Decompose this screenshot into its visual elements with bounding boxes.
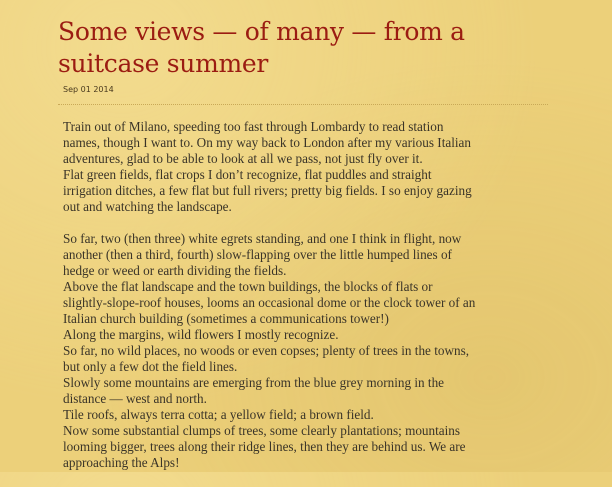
post-body [63, 119, 553, 487]
text-line: names, though I want to. On my way back to London after my various Italian [63, 135, 471, 150]
text-line: Italian church building (sometimes a communications tower!) [63, 311, 389, 326]
text-line: hedge or weed or earth dividing the fields. [63, 263, 287, 278]
post-title: Some views — of many — from a suitcase summer [58, 17, 465, 78]
text-line: Along the margins, wild flowers I mostly recognize. [63, 327, 339, 342]
post-date: Sep 01 2014 [63, 85, 114, 94]
text-line: irrigation ditches, a few flat but full rivers; pretty big fields. I so enjoy gazing [63, 183, 472, 198]
text-line: distance — west and north. [63, 391, 207, 406]
text-line: adventures, glad to be able to look at all we pass, not just fly over it. [63, 151, 423, 166]
text-line: looming bigger, trees along their ridge lines, then they are behind us. We are [63, 439, 466, 454]
text-line: Now some substantial clumps of trees, some clearly plantations; mountains [63, 423, 461, 438]
text-line: Tile roofs, always terra cotta; a yellow field; a brown field. [63, 407, 374, 422]
text-line: Above the flat landscape and the town buildings, the blocks of flats or [63, 279, 433, 294]
text-line: So far, no wild places, no woods or even copses; plenty of trees in the towns, [63, 343, 470, 358]
paragraph [63, 231, 553, 471]
text-line: out and watching the landscape. [63, 199, 232, 214]
text-line: Train out of Milano, speeding too fast through Lombardy to read station [63, 119, 444, 134]
text-line: approaching the Alps! [63, 455, 180, 470]
text-line: Slowly some mountains are emerging from the blue grey morning in the [63, 375, 445, 390]
text-line: Flat green fields, flat crops I don’t recognize, flat puddles and straight [63, 167, 432, 182]
text-line: slightly-slope-roof houses, looms an occasional dome or the clock tower of an [63, 295, 476, 310]
text-line: another (then a third, fourth) slow-flapping over the little humped lines of [63, 247, 452, 262]
text-line: but only a few dot the field lines. [63, 359, 238, 374]
text-line: So far, two (then three) white egrets standing, and one I think in flight, now [63, 231, 462, 246]
title-divider [58, 104, 548, 105]
paragraph [63, 119, 553, 215]
